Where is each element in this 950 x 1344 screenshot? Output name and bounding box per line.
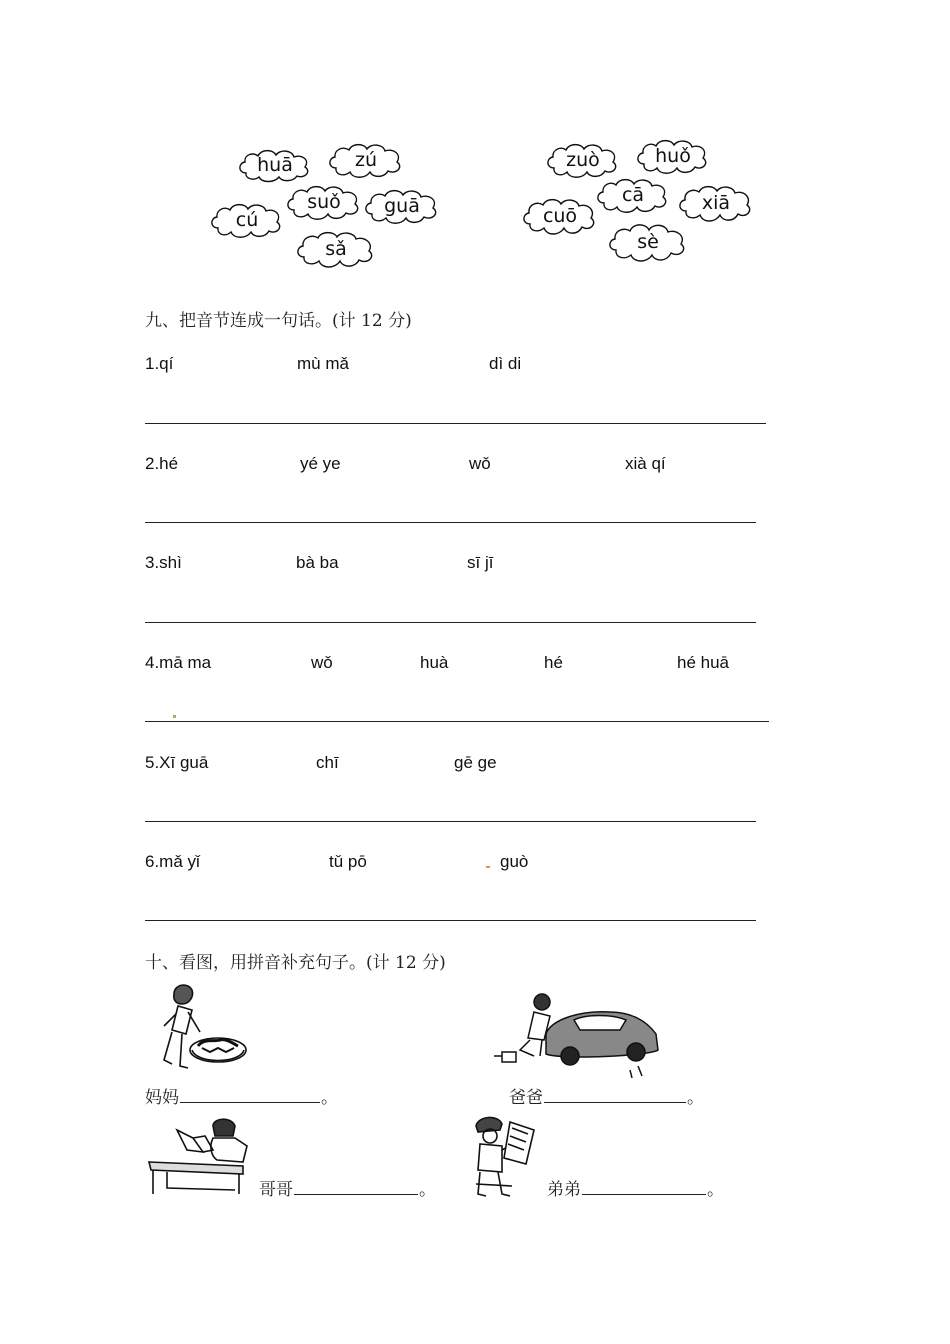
cloud-syllable: huǒ [655,145,691,167]
row1-label: 1.qí [145,354,174,373]
cloud-syllable: cā [621,184,645,206]
cloud-syllable: cuō [542,205,578,227]
cloud-syllable: xiā [701,192,731,214]
subject-gege: 哥哥 [259,1180,293,1200]
answer-line-6[interactable] [145,920,756,921]
cloud-icon [634,136,712,176]
boy-reading-at-desk-picture [147,1116,251,1196]
row6-word: tǔ pō [329,852,367,871]
section9-heading: 九、把音节连成一句话。(计 12 分) [145,311,412,331]
answer-blank-baba[interactable] [544,1086,686,1103]
cloud-syllable: suǒ [307,191,341,213]
period: 。 [419,1180,436,1200]
cloud-syllable: huā [257,154,293,176]
cloud-syllable: zuò [566,149,600,171]
row3-word: sī jī [467,553,494,572]
row1-word: dì di [489,354,522,373]
row4-word: hé huā [677,653,729,672]
answer-line-1[interactable] [145,423,766,424]
row5-label: 5.Xī guā [145,753,209,772]
cloud-icon [520,195,600,237]
row5-word: chī [316,753,339,772]
cloud-syllable: guā [384,195,420,217]
row5-word: gē ge [454,753,497,772]
cloud-icon [284,182,364,222]
row4-word: wǒ [311,653,333,672]
row2-word: xià qí [625,454,666,473]
cloud-icon [294,228,378,270]
row6-word: guò [500,852,529,871]
boy-drawing-picture [472,1114,540,1200]
cloud-syllable: sè [637,231,659,253]
sentence-baba [509,1083,704,1108]
cloud-syllable: sǎ [325,238,347,260]
period: 。 [707,1180,724,1200]
row4-label: 4.mā ma [145,653,212,672]
row2-label: 2.hé [145,454,179,473]
answer-line-2[interactable] [145,522,756,523]
answer-line-5[interactable] [145,821,756,822]
row6-label: 6.mǎ yǐ [145,852,200,871]
answer-blank-gege[interactable] [294,1178,418,1195]
sentence-gege [259,1175,436,1200]
sentence-mama [145,1083,338,1108]
cloud-icon [326,140,406,180]
row2-word: wǒ [469,454,491,473]
answer-line-4[interactable] [145,721,769,722]
sentence-didi [547,1175,724,1200]
print-speck [486,866,490,868]
cloud-icon [606,220,690,264]
woman-washing-clothes-picture [152,980,248,1080]
answer-line-3[interactable] [145,622,756,623]
period: 。 [687,1088,704,1108]
subject-mama: 妈妈 [145,1088,179,1108]
subject-didi: 弟弟 [547,1180,581,1200]
row1-word: mù mǎ [297,354,349,373]
row2-word: yé ye [300,454,341,473]
cloud-syllable: zú [354,149,377,171]
period: 。 [321,1088,338,1108]
answer-blank-didi[interactable] [582,1178,706,1195]
man-washing-car-picture [490,990,666,1080]
row4-word: hé [544,653,563,672]
print-speck [173,715,176,718]
row3-label: 3.shì [145,553,182,572]
cloud-icon [676,182,756,224]
cloud-syllable: cú [235,209,259,231]
cloud-icon [362,186,442,226]
row4-word: huà [420,653,449,672]
cloud-icon [594,175,672,215]
section10-heading: 十、看图，用拼音补充句子。(计 12 分) [145,953,446,973]
answer-blank-mama[interactable] [180,1086,320,1103]
cloud-icon [544,140,622,180]
cloud-icon [236,146,314,184]
row3-word: bà ba [296,553,339,572]
cloud-icon [208,200,286,240]
subject-baba: 爸爸 [509,1088,543,1108]
